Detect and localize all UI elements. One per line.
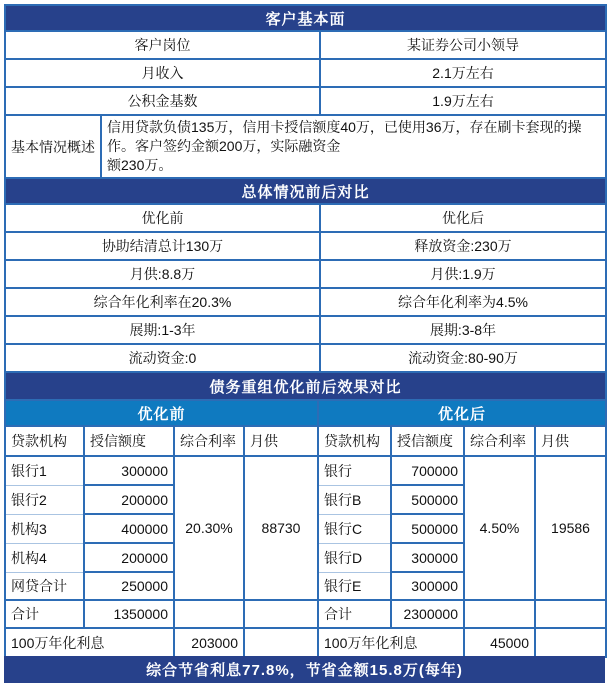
section2-table (4, 177, 607, 373)
after-monthly-merged: 19586 (535, 456, 606, 600)
section3-header-row (5, 372, 606, 400)
lender-amount: 500000 (391, 485, 464, 514)
lender-name: 网贷合计 (5, 572, 84, 600)
overview-text-part2: 额230万。 (107, 157, 173, 173)
overview-label: 基本情况概述 (5, 115, 101, 178)
section3-table (4, 371, 607, 658)
lender-name: 银行 (318, 456, 391, 485)
col-payment-after: 月供 (535, 426, 606, 456)
term-before: 展期:1-3年 (5, 316, 320, 344)
overview-row (5, 115, 606, 178)
empty-cell (535, 628, 606, 657)
before-annual-label: 100万年化利息 (5, 628, 174, 657)
annual-interest-row (5, 628, 606, 657)
after-total-amount: 2300000 (391, 600, 464, 628)
customer-role-label: 客户岗位 (5, 31, 320, 59)
before-monthly-merged: 88730 (244, 456, 318, 600)
col-lender-after: 贷款机构 (318, 426, 391, 456)
after-annual-label: 100万年化利息 (318, 628, 464, 657)
column-header-row (5, 426, 606, 456)
fund-base-label: 公积金基数 (5, 87, 320, 115)
table-row (5, 204, 606, 232)
section3-title: 债务重组优化前后效果对比 (5, 372, 606, 400)
lender-amount: 200000 (84, 485, 174, 514)
empty-cell (244, 600, 318, 628)
before-rate-merged: 20.30% (174, 456, 244, 600)
col-rate-before: 综合利率 (174, 426, 244, 456)
rate-after: 综合年化利率为4.5% (320, 288, 606, 316)
lender-amount: 250000 (84, 572, 174, 600)
after-rate-merged: 4.50% (464, 456, 535, 600)
table-row (5, 232, 606, 260)
settle-before: 协助结清总计130万 (5, 232, 320, 260)
section2-header-row (5, 178, 606, 204)
after-annual-amount: 45000 (464, 628, 535, 657)
payment-after: 月供:1.9万 (320, 260, 606, 288)
section1-header-row (5, 5, 606, 31)
empty-cell (464, 600, 535, 628)
savings-summary-bar: 综合节省利息77.8%，节省金额15.8万(每年) (4, 656, 605, 683)
customer-role-value: 某证券公司小领导 (320, 31, 606, 59)
before-total-label: 合计 (5, 600, 84, 628)
term-after: 展期:3-8年 (320, 316, 606, 344)
table-row (5, 316, 606, 344)
lender-amount: 300000 (84, 456, 174, 485)
liquidity-before: 流动资金:0 (5, 344, 320, 372)
lender-row (5, 456, 606, 485)
lender-name: 银行C (318, 514, 391, 543)
after-total-label: 合计 (318, 600, 391, 628)
monthly-income-label: 月收入 (5, 59, 320, 87)
section1-title: 客户基本面 (5, 5, 606, 31)
before-group-label: 优化前 (5, 400, 318, 426)
total-row (5, 600, 606, 628)
lender-amount: 400000 (84, 514, 174, 543)
lender-amount: 700000 (391, 456, 464, 485)
fund-base-value: 1.9万左右 (320, 87, 606, 115)
table-row (5, 87, 606, 115)
section2-title: 总体情况前后对比 (5, 178, 606, 204)
section3-subheader-row (5, 400, 606, 426)
lender-name: 银行E (318, 572, 391, 600)
payment-before: 月供:8.8万 (5, 260, 320, 288)
lender-amount: 300000 (391, 543, 464, 572)
lender-amount: 200000 (84, 543, 174, 572)
col-credit-after: 授信额度 (391, 426, 464, 456)
lender-name: 机构3 (5, 514, 84, 543)
section1-overview-table (4, 114, 607, 179)
settle-after: 释放资金:230万 (320, 232, 606, 260)
rate-before: 综合年化利率在20.3% (5, 288, 320, 316)
col-credit-before: 授信额度 (84, 426, 174, 456)
liquidity-after: 流动资金:80-90万 (320, 344, 606, 372)
col-payment-before: 月供 (244, 426, 318, 456)
col-rate-after: 综合利率 (464, 426, 535, 456)
lender-name: 银行1 (5, 456, 84, 485)
col-before-label: 优化前 (5, 204, 320, 232)
monthly-income-value: 2.1万左右 (320, 59, 606, 87)
empty-cell (535, 600, 606, 628)
before-total-amount: 1350000 (84, 600, 174, 628)
lender-name: 银行B (318, 485, 391, 514)
lender-amount: 300000 (391, 572, 464, 600)
before-annual-amount: 203000 (174, 628, 244, 657)
after-group-label: 优化后 (318, 400, 606, 426)
overview-text-part1: 信用贷款负债135万，信用卡授信额度40万，已使用36万，存在刷卡套现的操作。客户签约金额200万，实际融资金 (107, 119, 582, 154)
table-row (5, 288, 606, 316)
lender-name: 机构4 (5, 543, 84, 572)
lender-amount: 500000 (391, 514, 464, 543)
table-row (5, 31, 606, 59)
col-lender-before: 贷款机构 (5, 426, 84, 456)
table-row (5, 260, 606, 288)
empty-cell (244, 628, 318, 657)
table-row (5, 59, 606, 87)
lender-name: 银行2 (5, 485, 84, 514)
overview-text (101, 115, 606, 178)
lender-name: 银行D (318, 543, 391, 572)
col-after-label: 优化后 (320, 204, 606, 232)
section1-table (4, 4, 607, 116)
empty-cell (174, 600, 244, 628)
table-row (5, 344, 606, 372)
